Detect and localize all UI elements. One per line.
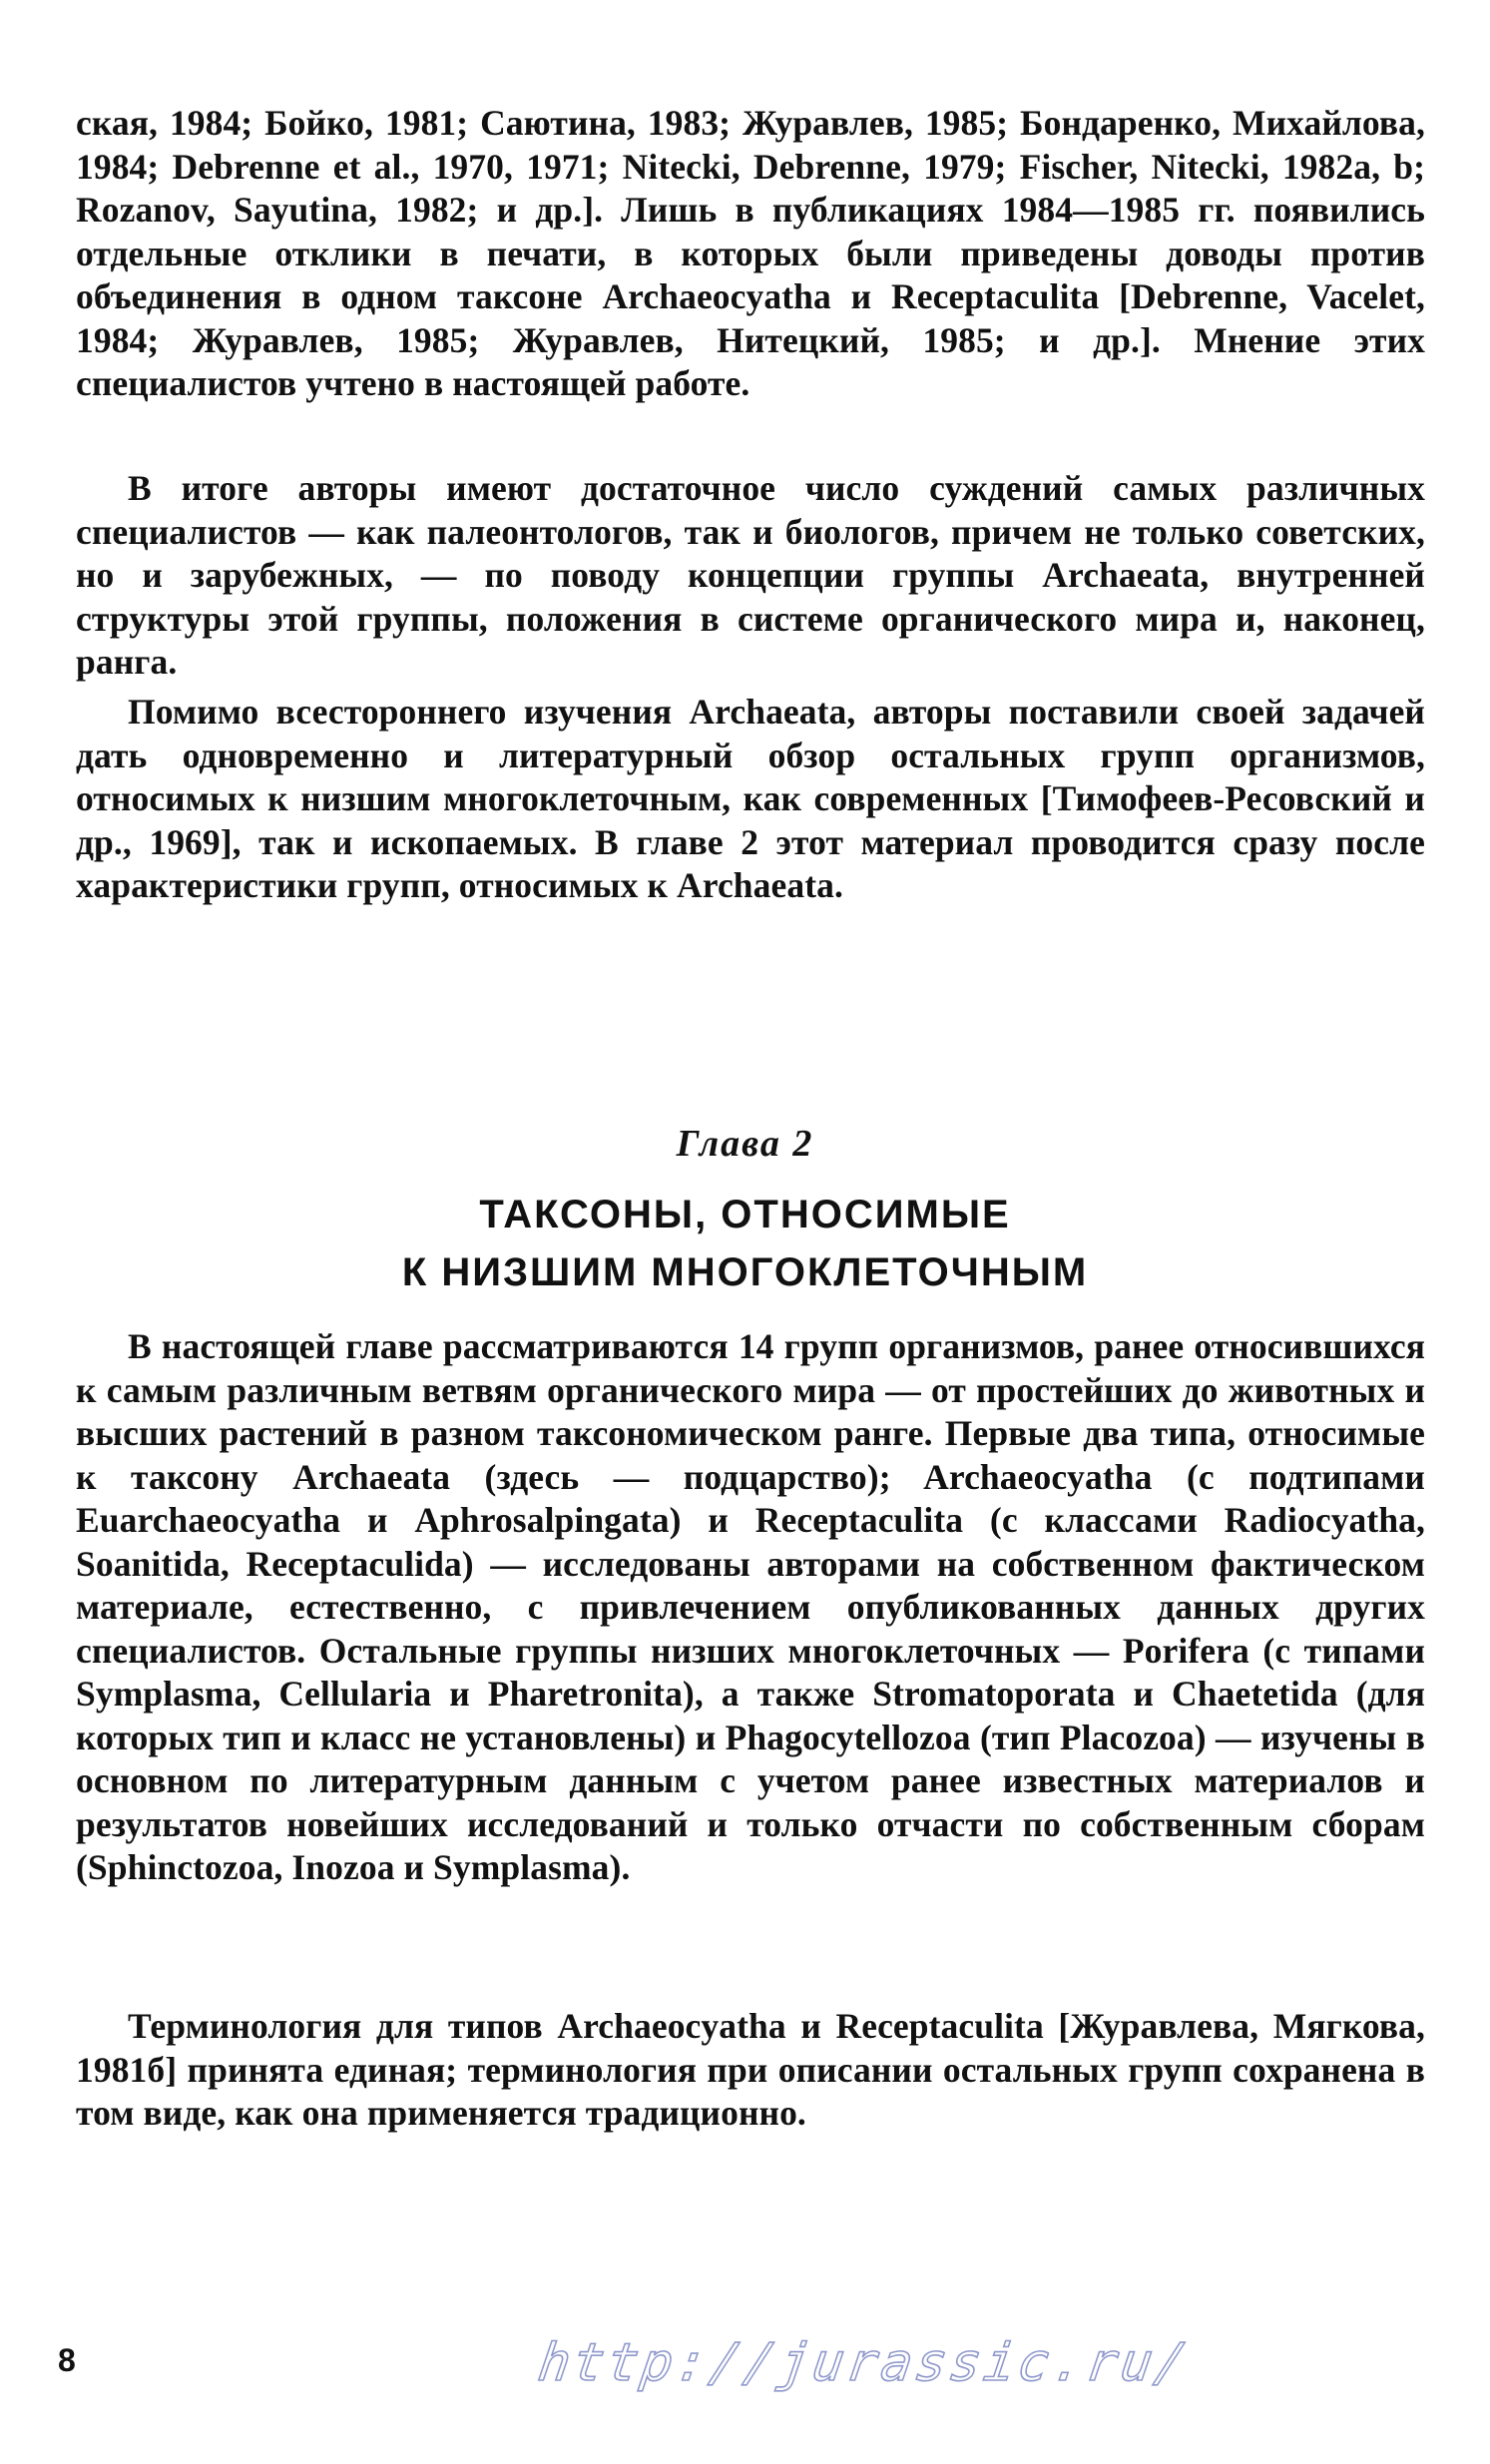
- paragraph-author-opinions: В итоге авторы имеют достаточное число суждений самых различных специалистов — как палеонтологов, так и биологов, причем не только советских, но и зарубежных, — по поводу концепции группы Archaeata, внутренней структуры этой группы, положения в системе органического мира и, наконец, ранга.: [76, 468, 1425, 682]
- page-number: 8: [58, 2342, 76, 2378]
- paragraph-chapter-intro: В настоящей главе рассматриваются 14 групп организмов, ранее относившихся к самым различным ветвям органического мира — от простейших до животных и высших растений в разном таксономическом ранге. Первые два типа, относимые к таксону Archaeata (здесь — подцарство); Archaeocyatha (с подтипами Euarchaeocyatha и Aphrosalpingata) и Receptaculita (с классами Radiocyatha, Soanitida, Receptaculida) — исследованы авторами на собственном фактическом материале, естественно, с привлечением опубликованных данных других специалистов. Остальные группы низших многоклеточных — Porifera (с типами Symplasma, Cellularia и Pharetronita), а также Stromatoporata и Chaetetida (для которых тип и класс не установлены) и Phagocytellozoa (тип Placozoa) — изучены в основном по литературным данным с учетом ранее известных материалов и результатов новейших исследований и только отчасти по собственным сборам (Sphinctozoa, Inozoa и Symplasma).: [76, 1326, 1425, 1887]
- chapter-title-line-2: К НИЗШИМ МНОГОКЛЕТОЧНЫМ: [401, 1250, 1089, 1294]
- paragraph-terminology: Терминология для типов Archaeocyatha и Receptaculita [Журавлева, Мягкова, 1981б] принята единая; терминология при описании остальных групп сохранена в том виде, как она применяется традиционно.: [76, 2006, 1425, 2133]
- chapter-label: Глава 2: [676, 1123, 814, 1165]
- chapter-title: [0, 1186, 1490, 1301]
- paragraph-continued-citations: ская, 1984; Бойко, 1981; Саютина, 1983; Журавлев, 1985; Бондаренко, Михайлова, 1984; Debrenne et al., 1970, 1971; Nitecki, Debrenne, 1979; Fischer, Nitecki, 1982a, b; Rozanov, Sayutina, 1982; и др.]. Лишь в публикациях 1984—1985 гг. появились отдельные отклики в печати, в которых были приведены доводы против объединения в одном таксоне Archaeocyatha и Receptaculita [Debrenne, Vacelet, 1984; Журавлев, 1985; Журавлев, Нитецкий, 1985; и др.]. Мнение этих специалистов учтено в настоящей работе.: [76, 103, 1425, 403]
- chapter-title-line-1: ТАКСОНЫ, ОТНОСИМЫЕ: [479, 1193, 1011, 1236]
- watermark: http://jurassic.ru/: [534, 2333, 1195, 2393]
- paragraph-literature-review: Помимо всестороннего изучения Archaeata, авторы поставили своей задачей дать одновременно и литературный обзор остальных групп организмов, относимых к низшим многоклеточным, как современных [Тимофеев-Ресовский и др., 1969], так и ископаемых. В главе 2 этот материал проводится сразу после характеристики групп, относимых к Archaeata.: [76, 692, 1425, 905]
